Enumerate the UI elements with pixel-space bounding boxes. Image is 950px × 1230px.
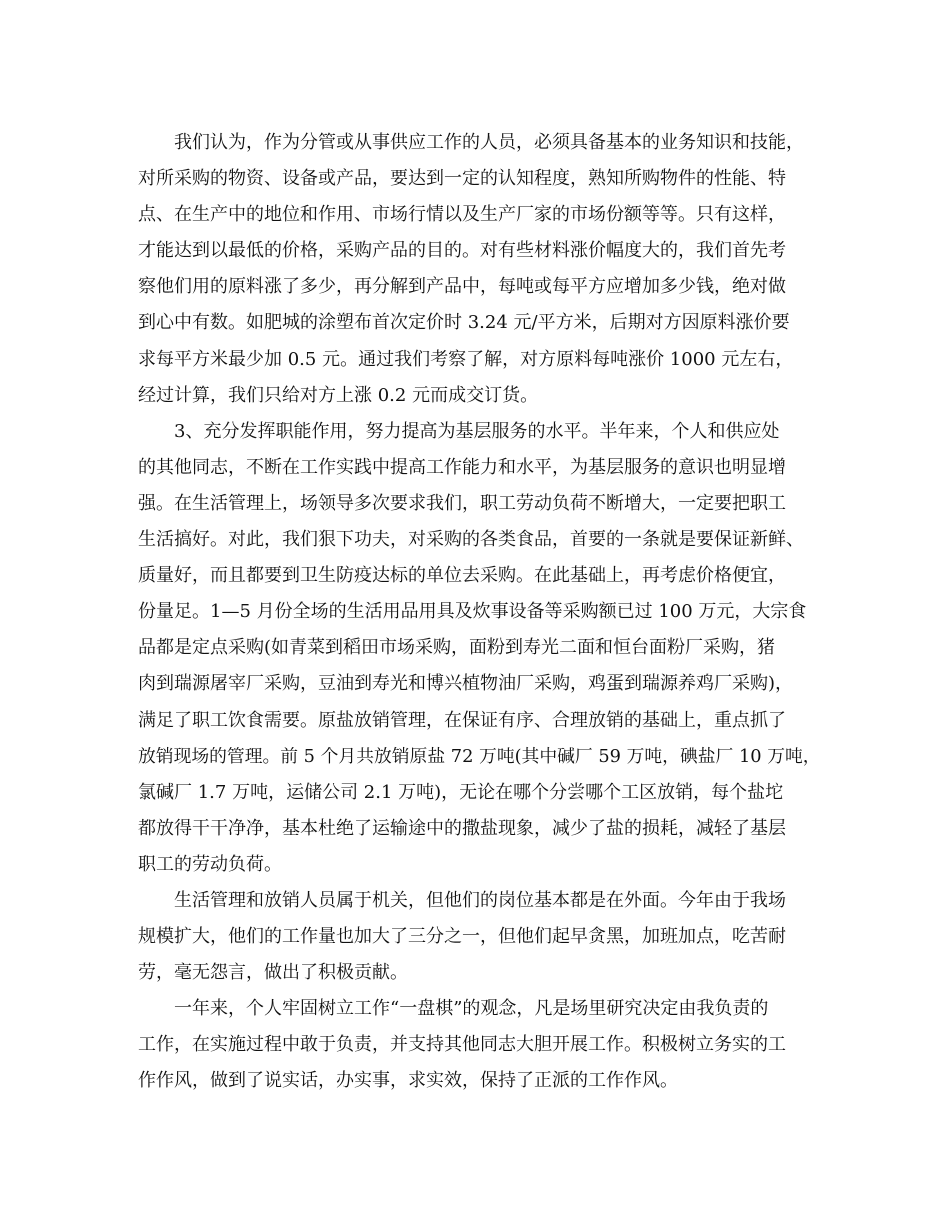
- text-line: 氯碱厂 1.7 万吨，运储公司 2.1 万吨)，无论在哪个分尝哪个工区放销，每个盐坨: [138, 781, 784, 803]
- text-line: 肉到瑞源屠宰厂采购，豆油到寿光和博兴植物油厂采购，鸡蛋到瑞源养鸡厂采购)，: [138, 673, 794, 695]
- text-line: 放销现场的管理。前 5 个月共放销原盐 72 万吨(其中碱厂 59 万吨，碘盐厂 10 万吨，: [138, 745, 821, 767]
- text-line: 点、在生产中的地位和作用、市场行情以及生产厂家的市场份额等等。只有这样，: [138, 204, 786, 226]
- text-line: 一年来，个人牢固树立工作“一盘棋”的观念，凡是场里研究决定由我负责的: [174, 998, 769, 1020]
- text-line: 察他们用的原料涨了多少，再分解到产品中，每吨或每平方应增加多少钱，绝对做: [138, 276, 786, 298]
- text-line: 的其他同志，不断在工作实践中提高工作能力和水平，为基层服务的意识也明显增: [138, 456, 786, 478]
- text-line: 到心中有数。如肥城的涂塑布首次定价时 3.24 元/平方米，后期对方因原料涨价要: [138, 312, 790, 334]
- text-line: 劳，毫无怨言，做出了积极贡献。: [138, 962, 408, 984]
- text-line: 工作，在实施过程中敢于负责，并支持其他同志大胆开展工作。积极树立务实的工: [138, 1034, 786, 1056]
- text-line: 都放得干干净净，基本杜绝了运输途中的撒盐现象，减少了盐的损耗，减轻了基层: [138, 817, 786, 839]
- text-line: 职工的劳动负荷。: [138, 853, 282, 875]
- text-line: 经过计算，我们只给对方上涨 0.2 元而成交订货。: [138, 384, 539, 406]
- text-line: 质量好，而且都要到卫生防疫达标的单位去采购。在此基础上，再考虑价格便宜，: [138, 565, 786, 587]
- text-line: 作作风，做到了说实话，办实事，求实效，保持了正派的工作作风。: [138, 1070, 678, 1092]
- text-line: 规模扩大，他们的工作量也加大了三分之一，但他们起早贪黑，加班加点，吃苦耐: [138, 926, 786, 948]
- document-body: [138, 125, 828, 1100]
- text-line: 3、充分发挥职能作用，努力提高为基层服务的水平。半年来，个人和供应处: [174, 420, 780, 442]
- paragraph: [138, 414, 828, 883]
- text-line: 生活管理和放销人员属于机关，但他们的岗位基本都是在外面。今年由于我场: [174, 889, 786, 911]
- text-line: 对所采购的物资、设备或产品，要达到一定的认知程度，熟知所购物件的性能、特: [138, 168, 786, 190]
- text-line: 才能达到以最低的价格，采购产品的目的。对有些材料涨价幅度大的，我们首先考: [138, 240, 786, 262]
- text-line: 我们认为，作为分管或从事供应工作的人员，必须具备基本的业务知识和技能，: [174, 132, 804, 153]
- paragraph: [138, 883, 828, 991]
- text-line: 份量足。1—5 月份全场的生活用品用具及炊事设备等采购额已过 100 万元，大宗食: [138, 601, 807, 623]
- text-line: 强。在生活管理上，场领导多次要求我们，职工劳动负荷不断增大，一定要把职工: [138, 492, 786, 514]
- paragraph: [138, 991, 828, 1099]
- paragraph: [138, 125, 828, 414]
- text-line: 品都是定点采购(如青菜到稻田市场采购，面粉到寿光二面和恒台面粉厂采购，猪: [138, 637, 776, 659]
- text-line: 生活搞好。对此，我们狠下功夫，对采购的各类食品，首要的一条就是要保证新鲜、: [138, 529, 804, 551]
- text-line: 求每平方米最少加 0.5 元。通过我们考察了解，对方原料每吨涨价 1000 元左右，: [138, 348, 794, 370]
- text-line: 满足了职工饮食需要。原盐放销管理，在保证有序、合理放销的基础上，重点抓了: [138, 709, 786, 731]
